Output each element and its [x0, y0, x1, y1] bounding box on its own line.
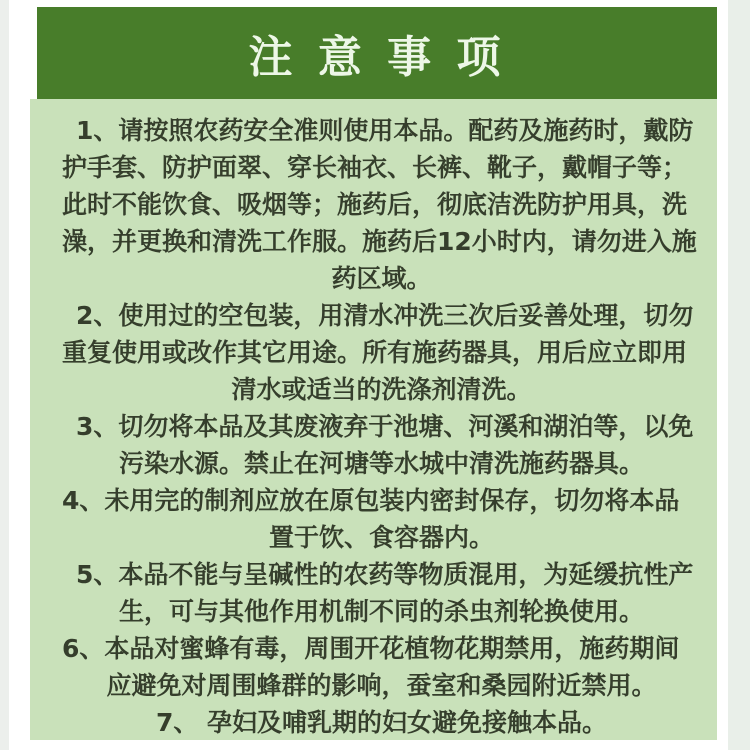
precautions-panel [30, 99, 717, 740]
precaution-line: 5、本品不能与呈碱性的农药等物质混用，为延缓抗性产 [76, 560, 694, 589]
precaution-line: 重复使用或改作其它用途。所有施药器具，用后应立即用 [62, 338, 688, 367]
right-margin-strip [728, 0, 750, 750]
precautions-banner [37, 7, 717, 99]
precaution-line: 护手套、防护面翠、穿长袖衣、长裤、靴子，戴帽子等； [62, 153, 688, 182]
precaution-line: 置于饮、食容器内。 [268, 523, 494, 552]
banner-title: 注 意 事 项 [248, 32, 506, 83]
precaution-line: 澡，并更换和清洗工作服。施药后12小时内，请勿进入施 [62, 227, 697, 256]
precaution-line: 应避免对周围蜂群的影响，蚕室和桑园附近禁用。 [106, 671, 657, 700]
precaution-line: 4、未用完的制剂应放在原包装内密封保存，切勿将本品 [62, 486, 680, 515]
left-margin-strip [0, 0, 9, 750]
precaution-line: 生，可与其他作用机制不同的杀虫剂轮换使用。 [118, 597, 644, 626]
precaution-line: 6、本品对蜜蜂有毒，周围开花植物花期禁用，施药期间 [62, 634, 680, 663]
precaution-line: 药区域。 [331, 264, 432, 293]
precaution-line: 2、使用过的空包装，用清水冲洗三次后妥善处理，切勿 [76, 301, 694, 330]
precaution-line: 3、切勿将本品及其废液弃于池塘、河溪和湖泊等，以免 [76, 412, 694, 441]
precaution-line: 7、 孕妇及哺乳期的妇女避免接触本品。 [155, 708, 608, 737]
precaution-line: 清水或适当的洗涤剂清洗。 [231, 375, 532, 404]
precaution-line: 1、请按照农药安全准则使用本品。配药及施药时，戴防 [76, 116, 694, 145]
precaution-line: 污染水源。禁止在河塘等水城中清洗施药器具。 [118, 449, 644, 478]
precaution-line: 此时不能饮食、吸烟等；施药后，彻底洁洗防护用具，洗 [62, 190, 688, 219]
precautions-text [30, 99, 717, 741]
